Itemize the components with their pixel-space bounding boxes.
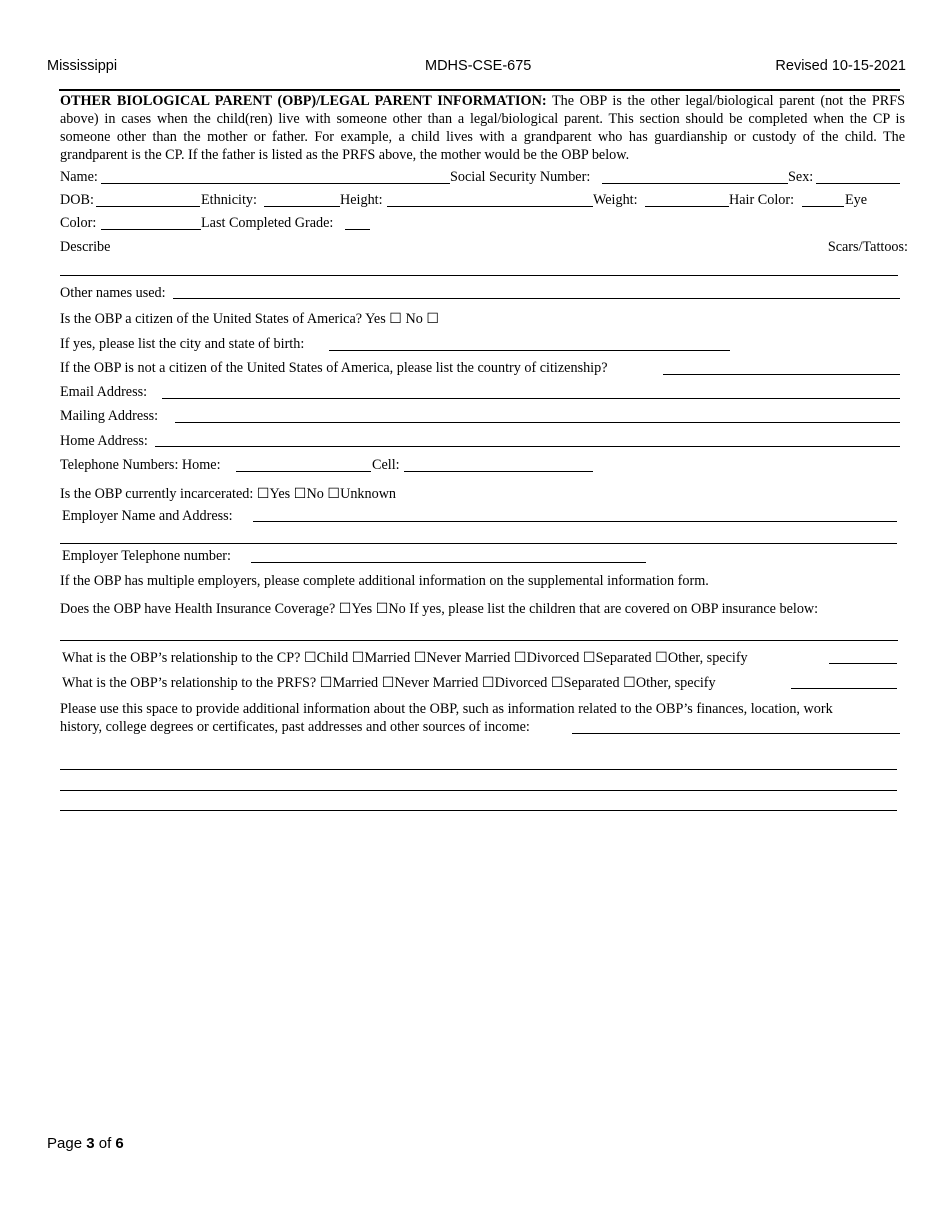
citizen-question[interactable]: Is the OBP a citizen of the United States of America? Yes ☐ No ☐ (60, 311, 440, 327)
employer-field[interactable] (253, 521, 897, 522)
citizenship-country-field[interactable] (663, 374, 900, 375)
section-heading: OTHER BIOLOGICAL PARENT (OBP)/LEGAL PARENT INFORMATION: (60, 93, 547, 109)
birth-place-label: If yes, please list the city and state of birth: (60, 336, 305, 352)
page-of-label: of (98, 1135, 112, 1152)
additional-info-line-a[interactable] (60, 769, 897, 770)
scars-label: Scars/Tattoos: (827, 239, 908, 255)
mailing-address-field[interactable] (175, 422, 900, 423)
ssn-label: Social Security Number: (450, 169, 591, 185)
height-field[interactable] (387, 206, 593, 207)
cell-phone-field[interactable] (404, 471, 593, 472)
relationship-cp-question[interactable]: What is the OBP’s relationship to the CP? ☐Child ☐Married ☐Never Married ☐Divorced ☐Separated ☐Other, specify (62, 650, 748, 666)
additional-info-line-2: history, college degrees or certificates, past addresses and other sources of income: (60, 719, 530, 735)
header-revised: Revised 10-15-2021 (775, 58, 906, 74)
other-names-label: Other names used: (60, 285, 166, 301)
section-intro-text: The OBP is the other legal/biological parent (not the PRFS above) in cases when the child(ren) live with someone other than a legal/biological parent. This section should be completed when the CP is someone other than the mother or father. For example, a child lives with a grandparent who has guardianship or custody of the child. The grandparent is the CP. If the father is listed as the PRFS above, the mother would be the OBP below. (60, 93, 905, 163)
relationship-cp-specify-field[interactable] (829, 663, 897, 664)
insurance-children-field[interactable] (60, 640, 898, 641)
dob-label: DOB: (60, 192, 94, 208)
employer-label: Employer Name and Address: (62, 508, 233, 524)
relationship-prfs-question[interactable]: What is the OBP’s relationship to the PRFS? ☐Married ☐Never Married ☐Divorced ☐Separated ☐Other, specify (62, 675, 716, 691)
relationship-prfs-specify-field[interactable] (791, 688, 897, 689)
name-field[interactable] (101, 183, 450, 184)
additional-info-line-b[interactable] (60, 790, 897, 791)
page-current: 3 (86, 1135, 95, 1152)
other-names-field[interactable] (173, 298, 900, 299)
scars-field[interactable] (60, 275, 898, 276)
email-field[interactable] (162, 398, 900, 399)
additional-info-line-1: Please use this space to provide additional information about the OBP, such as information related to the OBP’s finances, location, work (60, 701, 833, 717)
hair-color-label: Hair Color: (729, 192, 795, 208)
home-address-label: Home Address: (60, 433, 148, 449)
weight-label: Weight: (593, 192, 638, 208)
home-phone-field[interactable] (236, 471, 371, 472)
section-top-rule (59, 89, 900, 91)
height-label: Height: (340, 192, 383, 208)
citizenship-country-label: If the OBP is not a citizen of the United States of America, please list the country of citizenship? (60, 360, 608, 376)
employer-phone-label: Employer Telephone number: (62, 548, 231, 564)
ethnicity-label: Ethnicity: (201, 192, 257, 208)
hair-color-field[interactable] (802, 206, 844, 207)
email-label: Email Address: (60, 384, 148, 400)
weight-field[interactable] (645, 206, 729, 207)
page-label: Page (47, 1135, 83, 1152)
name-label: Name: (60, 169, 98, 185)
ssn-field[interactable] (602, 183, 788, 184)
eye-color-label: Color: (60, 215, 97, 231)
section-intro (60, 92, 905, 164)
incarcerated-question[interactable]: Is the OBP currently incarcerated: ☐Yes ☐No ☐Unknown (60, 486, 397, 502)
sex-field[interactable] (816, 183, 900, 184)
ethnicity-field[interactable] (264, 206, 340, 207)
header-form-id: MDHS-CSE-675 (425, 58, 532, 74)
multiple-employers-note: If the OBP has multiple employers, please complete additional information on the supplemental information form. (60, 573, 709, 589)
insurance-question[interactable]: Does the OBP have Health Insurance Coverage? ☐Yes ☐No If yes, please list the children that are covered on OBP insurance below: (60, 601, 819, 617)
cell-phone-label: Cell: (372, 457, 400, 473)
sex-label: Sex: (788, 169, 814, 185)
describe-label: Describe (60, 239, 111, 255)
employer-phone-field[interactable] (251, 562, 646, 563)
home-address-field[interactable] (155, 446, 900, 447)
employer-field-line-2[interactable] (60, 543, 897, 544)
grade-field[interactable] (345, 229, 370, 230)
mailing-address-label: Mailing Address: (60, 408, 159, 424)
eye-label: Eye (845, 192, 868, 208)
eye-color-field[interactable] (101, 229, 201, 230)
header-state: Mississippi (47, 58, 118, 74)
additional-info-field[interactable] (572, 733, 900, 734)
home-phone-label: Telephone Numbers: Home: (60, 457, 221, 473)
grade-label: Last Completed Grade: (201, 215, 334, 231)
dob-field[interactable] (96, 206, 200, 207)
page-number (47, 1135, 124, 1152)
page-total: 6 (115, 1135, 124, 1152)
birth-place-field[interactable] (329, 350, 730, 351)
additional-info-line-c[interactable] (60, 810, 897, 811)
